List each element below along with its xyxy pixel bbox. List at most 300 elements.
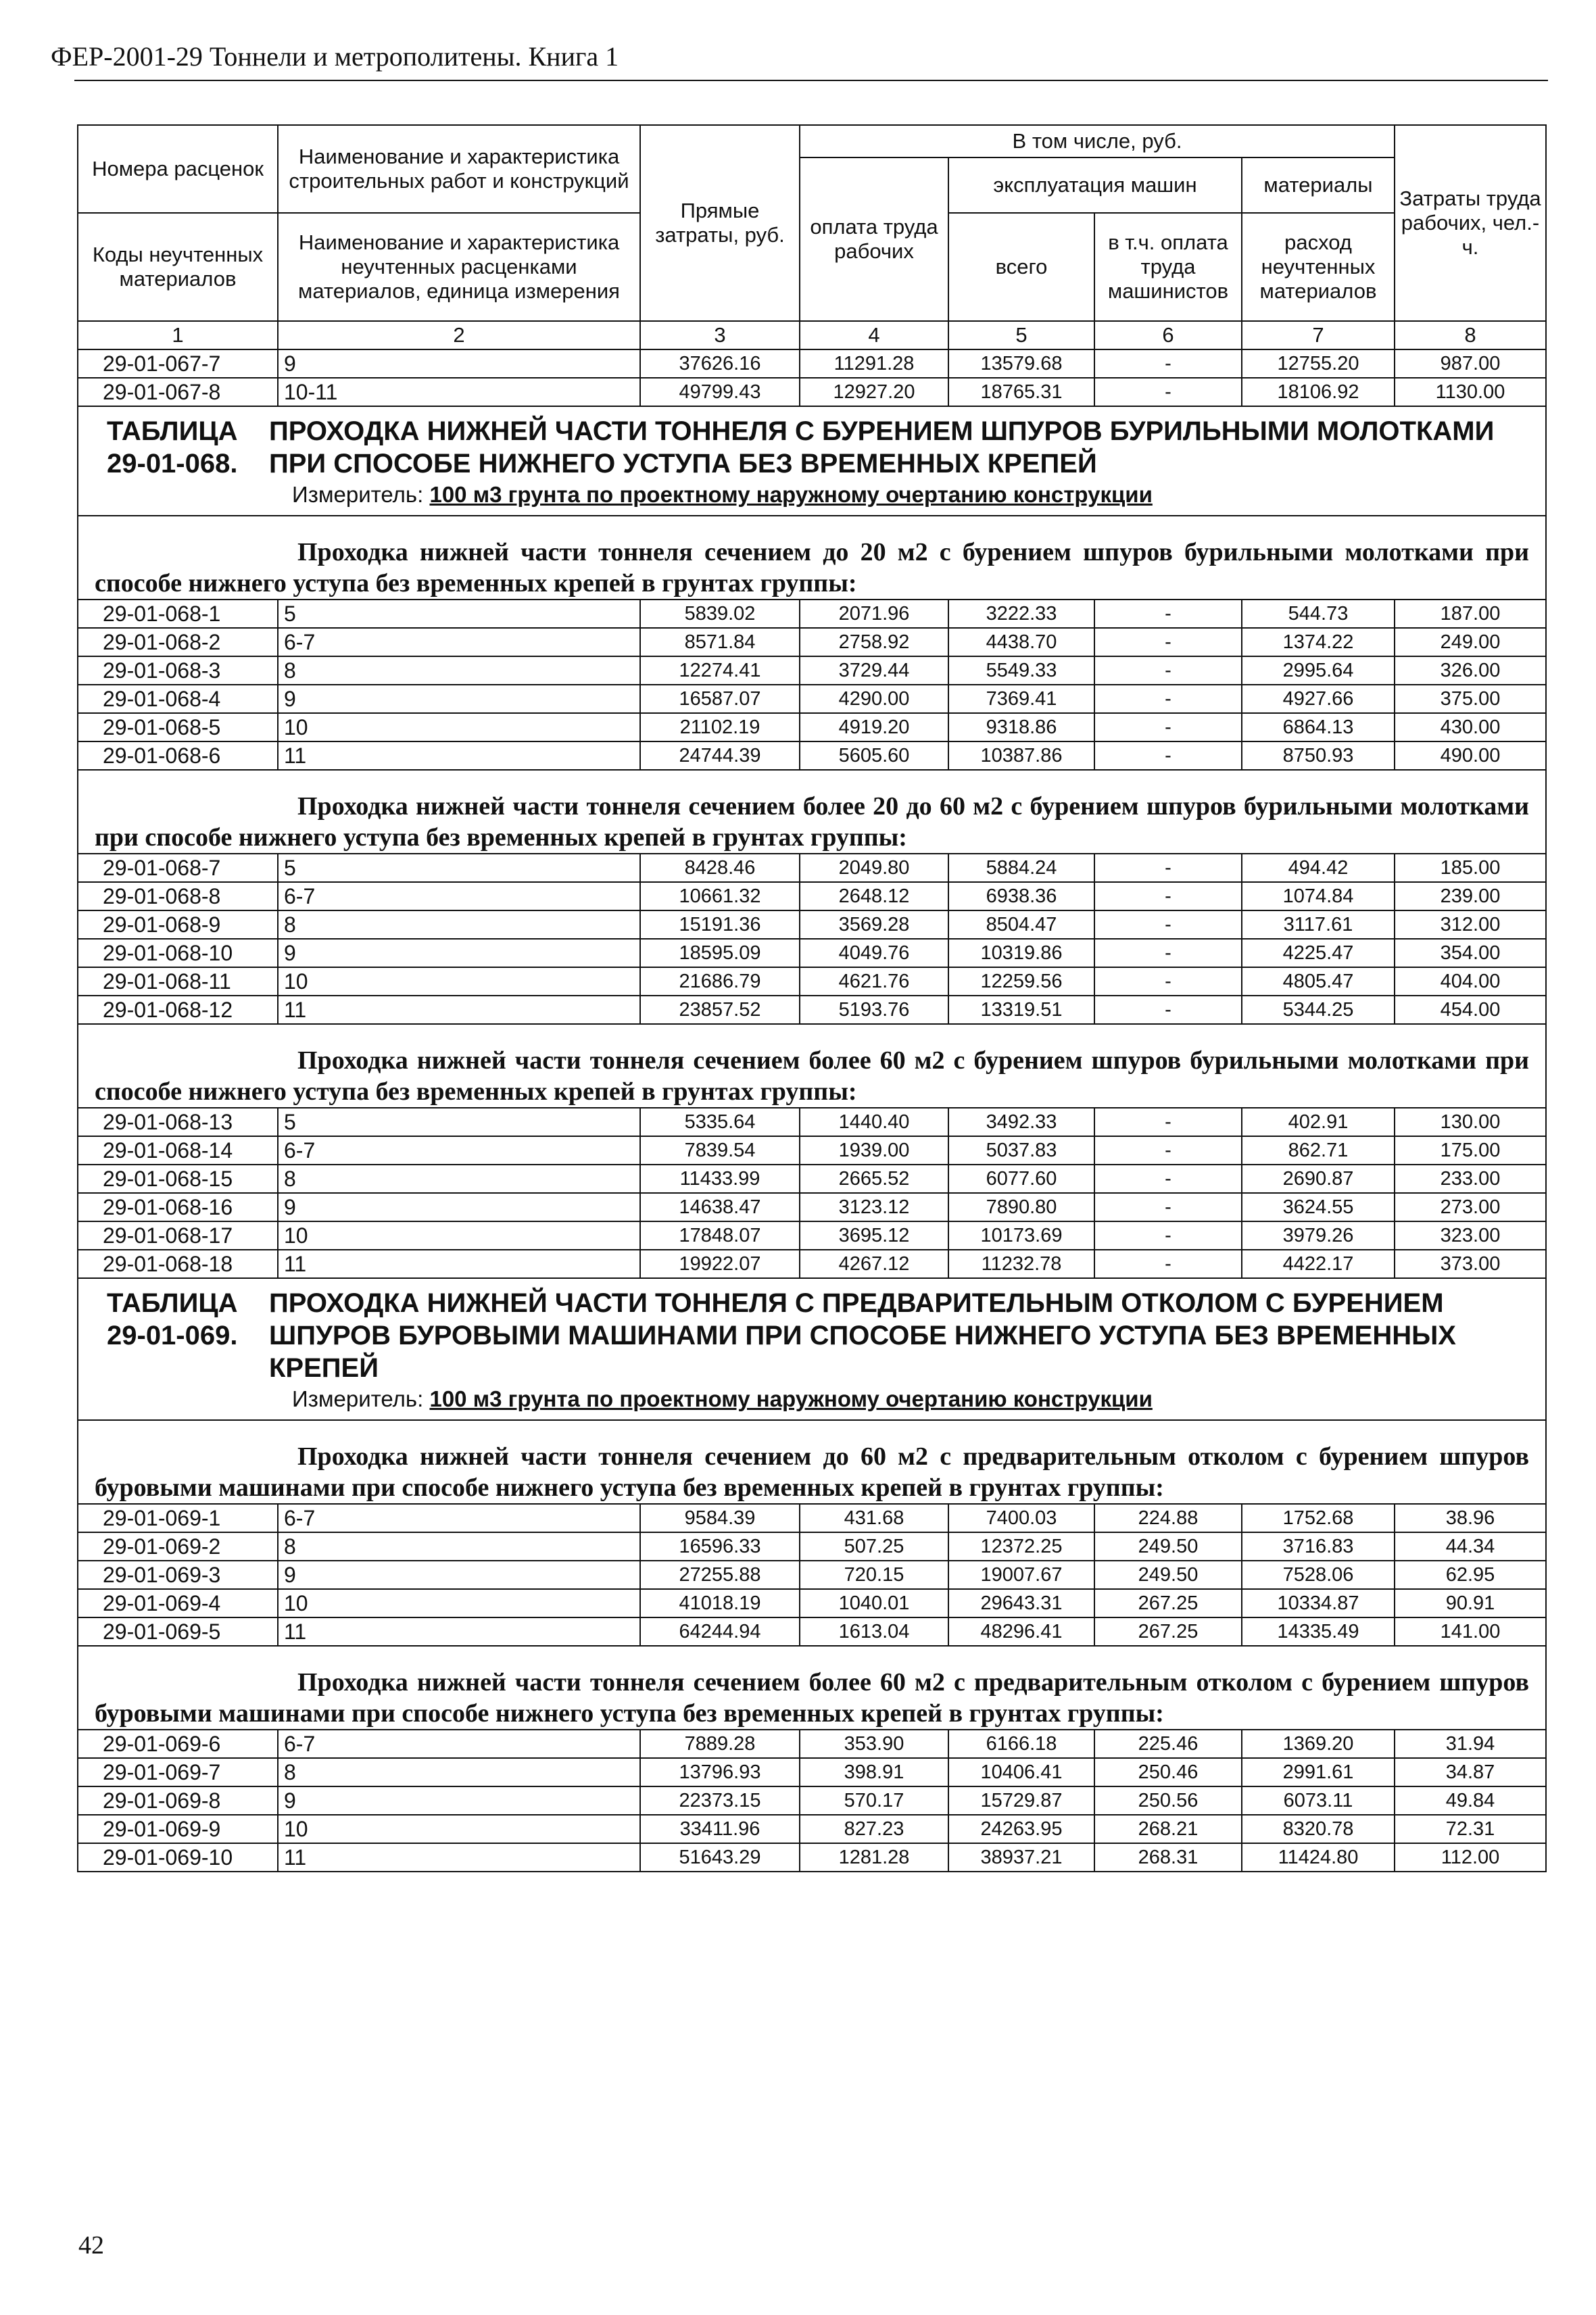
soil-group: 8 [278, 1532, 640, 1561]
soil-group: 9 [278, 1193, 640, 1221]
table-row [78, 1165, 1546, 1193]
labor-pay: 2758.92 [800, 628, 948, 656]
header-unaccounted-materials: расход неучтенных материалов [1242, 213, 1395, 321]
rate-code: 29-01-068-17 [78, 1221, 278, 1250]
labor-hours: 490.00 [1395, 741, 1546, 770]
machines-total: 15729.87 [948, 1786, 1094, 1815]
labor-pay: 2648.12 [800, 882, 948, 910]
table-row [78, 1730, 1546, 1758]
materials-cost: 6073.11 [1242, 1786, 1395, 1815]
rate-code: 29-01-068-11 [78, 967, 278, 996]
machines-total: 29643.31 [948, 1589, 1094, 1617]
rate-code: 29-01-068-9 [78, 910, 278, 939]
rate-code: 29-01-068-10 [78, 939, 278, 967]
materials-cost: 2690.87 [1242, 1165, 1395, 1193]
machinist-pay: - [1094, 996, 1242, 1024]
direct-costs: 33411.96 [640, 1815, 800, 1843]
machinist-pay: - [1094, 1136, 1242, 1165]
section-caption-text: Проходка нижней части тоннеля сечением до 20 м2 с бурением шпуров бурильными молотками при способе нижнего уступа без временных крепей в грунтах группы: [95, 538, 1529, 598]
labor-hours: 175.00 [1395, 1136, 1546, 1165]
soil-group: 6-7 [278, 1136, 640, 1165]
direct-costs: 51643.29 [640, 1843, 800, 1872]
table-row [78, 628, 1546, 656]
measure-line [78, 1384, 1546, 1420]
rate-code: 29-01-068-14 [78, 1136, 278, 1165]
labor-pay: 12927.20 [800, 378, 948, 406]
soil-group: 5 [278, 854, 640, 882]
machinist-pay: - [1094, 349, 1242, 378]
materials-cost: 862.71 [1242, 1136, 1395, 1165]
header-labor-costs: Затраты труда рабочих, чел.-ч. [1395, 125, 1546, 321]
labor-hours: 90.91 [1395, 1589, 1546, 1617]
machines-total: 7890.80 [948, 1193, 1094, 1221]
labor-hours: 44.34 [1395, 1532, 1546, 1561]
direct-costs: 13796.93 [640, 1758, 800, 1786]
header-name-bottom: Наименование и характеристика неучтенных расценками материалов, единица измерения [278, 213, 640, 321]
machines-total: 3222.33 [948, 600, 1094, 628]
section-caption-row [78, 770, 1546, 854]
table-row [78, 939, 1546, 967]
rate-code: 29-01-069-5 [78, 1617, 278, 1646]
table-row [78, 656, 1546, 685]
column-number: 2 [278, 321, 640, 349]
soil-group: 10 [278, 1589, 640, 1617]
labor-pay: 3729.44 [800, 656, 948, 685]
table-row [78, 1786, 1546, 1815]
labor-hours: 323.00 [1395, 1221, 1546, 1250]
soil-group: 10 [278, 1221, 640, 1250]
labor-hours: 141.00 [1395, 1617, 1546, 1646]
machines-total: 6938.36 [948, 882, 1094, 910]
machines-total: 9318.86 [948, 713, 1094, 741]
soil-group: 10-11 [278, 378, 640, 406]
table-row [78, 600, 1546, 628]
rate-code: 29-01-069-9 [78, 1815, 278, 1843]
machines-total: 24263.95 [948, 1815, 1094, 1843]
machines-total: 5037.83 [948, 1136, 1094, 1165]
direct-costs: 5335.64 [640, 1108, 800, 1136]
section-caption-text: Проходка нижней части тоннеля сечением более 20 до 60 м2 с бурением шпуров бурильными молотками при способе нижнего уступа без временных крепей в грунтах группы: [95, 792, 1529, 852]
column-number: 8 [1395, 321, 1546, 349]
materials-cost: 4805.47 [1242, 967, 1395, 996]
rate-code: 29-01-069-6 [78, 1730, 278, 1758]
labor-pay: 1281.28 [800, 1843, 948, 1872]
table-row [78, 713, 1546, 741]
machinist-pay: - [1094, 967, 1242, 996]
direct-costs: 19922.07 [640, 1250, 800, 1278]
table-label: ТАБЛИЦА 29-01-069. [107, 1288, 238, 1350]
machines-total: 13579.68 [948, 349, 1094, 378]
machinist-pay: 268.31 [1094, 1843, 1242, 1872]
direct-costs: 49799.43 [640, 378, 800, 406]
direct-costs: 37626.16 [640, 349, 800, 378]
section-caption-row [78, 516, 1546, 600]
labor-pay: 2665.52 [800, 1165, 948, 1193]
machines-total: 19007.67 [948, 1561, 1094, 1589]
rate-code: 29-01-068-6 [78, 741, 278, 770]
direct-costs: 12274.41 [640, 656, 800, 685]
rate-code: 29-01-069-8 [78, 1786, 278, 1815]
machinist-pay: - [1094, 854, 1242, 882]
materials-cost: 8750.93 [1242, 741, 1395, 770]
machinist-pay: 267.25 [1094, 1589, 1242, 1617]
measure-row [78, 480, 1546, 516]
labor-hours: 34.87 [1395, 1758, 1546, 1786]
rate-code: 29-01-068-2 [78, 628, 278, 656]
measure-line [78, 480, 1546, 516]
soil-group: 11 [278, 1843, 640, 1872]
table-row [78, 854, 1546, 882]
rate-code: 29-01-068-8 [78, 882, 278, 910]
labor-hours: 404.00 [1395, 967, 1546, 996]
table-row [78, 1758, 1546, 1786]
measure-value: 100 м3 грунта по проектному наружному очертанию конструкции [429, 1386, 1153, 1411]
table-label: ТАБЛИЦА 29-01-068. [107, 416, 238, 479]
section-caption [78, 1024, 1546, 1108]
header-name-top: Наименование и характеристика строительных работ и конструкций [278, 125, 640, 213]
labor-pay: 3569.28 [800, 910, 948, 939]
rate-code: 29-01-068-12 [78, 996, 278, 1024]
direct-costs: 11433.99 [640, 1165, 800, 1193]
machines-total: 6166.18 [948, 1730, 1094, 1758]
rates-table-body [78, 125, 1546, 1872]
machines-total: 48296.41 [948, 1617, 1094, 1646]
labor-hours: 62.95 [1395, 1561, 1546, 1589]
labor-pay: 431.68 [800, 1504, 948, 1532]
labor-hours: 130.00 [1395, 1108, 1546, 1136]
machinist-pay: - [1094, 939, 1242, 967]
rate-code: 29-01-068-5 [78, 713, 278, 741]
labor-hours: 187.00 [1395, 600, 1546, 628]
header-rule [74, 80, 1548, 81]
section-caption [78, 1646, 1546, 1730]
measure-label: Измеритель: [292, 1386, 424, 1411]
materials-cost: 1074.84 [1242, 882, 1395, 910]
table-row [78, 741, 1546, 770]
direct-costs: 17848.07 [640, 1221, 800, 1250]
table-row [78, 378, 1546, 406]
table-title [78, 406, 1546, 480]
labor-hours: 987.00 [1395, 349, 1546, 378]
table-row [78, 1108, 1546, 1136]
labor-hours: 38.96 [1395, 1504, 1546, 1532]
materials-cost: 544.73 [1242, 600, 1395, 628]
soil-group: 10 [278, 1815, 640, 1843]
machines-total: 5549.33 [948, 656, 1094, 685]
labor-pay: 1939.00 [800, 1136, 948, 1165]
header-direct-costs: Прямые затраты, руб. [640, 125, 800, 321]
materials-cost: 3716.83 [1242, 1532, 1395, 1561]
table-row [78, 1815, 1546, 1843]
direct-costs: 22373.15 [640, 1786, 800, 1815]
machines-total: 7369.41 [948, 685, 1094, 713]
labor-hours: 249.00 [1395, 628, 1546, 656]
materials-cost: 3117.61 [1242, 910, 1395, 939]
header-labor-pay: оплата труда рабочих [800, 157, 948, 321]
table-row [78, 1589, 1546, 1617]
materials-cost: 4422.17 [1242, 1250, 1395, 1278]
materials-cost: 4225.47 [1242, 939, 1395, 967]
labor-pay: 4919.20 [800, 713, 948, 741]
machines-total: 6077.60 [948, 1165, 1094, 1193]
rate-code: 29-01-067-7 [78, 349, 278, 378]
soil-group: 6-7 [278, 1504, 640, 1532]
table-row [78, 1504, 1546, 1532]
section-caption [78, 516, 1546, 600]
rate-code: 29-01-069-2 [78, 1532, 278, 1561]
table-title-row [78, 406, 1546, 480]
soil-group: 5 [278, 1108, 640, 1136]
table-heading: ПРОХОДКА НИЖНЕЙ ЧАСТИ ТОННЕЛЯ С БУРЕНИЕМ ШПУРОВ БУРИЛЬНЫМИ МОЛОТКАМИ ПРИ СПОСОБЕ НИЖНЕГО УСТУПА БЕЗ ВРЕМЕННЫХ КРЕПЕЙ [269, 416, 1495, 479]
rate-code: 29-01-068-15 [78, 1165, 278, 1193]
labor-pay: 1040.01 [800, 1589, 948, 1617]
machinist-pay: - [1094, 685, 1242, 713]
column-number: 1 [78, 321, 278, 349]
soil-group: 11 [278, 1250, 640, 1278]
rate-code: 29-01-068-13 [78, 1108, 278, 1136]
labor-pay: 2071.96 [800, 600, 948, 628]
table-row [78, 1843, 1546, 1872]
direct-costs: 10661.32 [640, 882, 800, 910]
machinist-pay: - [1094, 628, 1242, 656]
machinist-pay: 224.88 [1094, 1504, 1242, 1532]
direct-costs: 7839.54 [640, 1136, 800, 1165]
table-row [78, 1532, 1546, 1561]
measure-value: 100 м3 грунта по проектному наружному очертанию конструкции [429, 482, 1153, 507]
direct-costs: 41018.19 [640, 1589, 800, 1617]
machines-total: 13319.51 [948, 996, 1094, 1024]
soil-group: 5 [278, 600, 640, 628]
labor-hours: 375.00 [1395, 685, 1546, 713]
labor-pay: 4621.76 [800, 967, 948, 996]
rate-code: 29-01-068-1 [78, 600, 278, 628]
table-row [78, 1561, 1546, 1589]
labor-hours: 312.00 [1395, 910, 1546, 939]
machines-total: 10173.69 [948, 1221, 1094, 1250]
direct-costs: 21686.79 [640, 967, 800, 996]
measure-label: Измеритель: [292, 482, 424, 507]
column-number: 6 [1094, 321, 1242, 349]
labor-pay: 11291.28 [800, 349, 948, 378]
materials-cost: 2991.61 [1242, 1758, 1395, 1786]
table-row [78, 910, 1546, 939]
table-row [78, 1617, 1546, 1646]
machinist-pay: - [1094, 378, 1242, 406]
machinist-pay: 267.25 [1094, 1617, 1242, 1646]
table-title [78, 1278, 1546, 1384]
materials-cost: 494.42 [1242, 854, 1395, 882]
direct-costs: 8428.46 [640, 854, 800, 882]
labor-hours: 354.00 [1395, 939, 1546, 967]
soil-group: 9 [278, 1786, 640, 1815]
soil-group: 9 [278, 1561, 640, 1589]
machines-total: 18765.31 [948, 378, 1094, 406]
section-caption-text: Проходка нижней части тоннеля сечением более 60 м2 с предварительным отколом с бурением шпуров буровыми машинами при способе нижнего уступа без временных крепей в грунтах группы: [95, 1668, 1529, 1728]
machines-total: 12259.56 [948, 967, 1094, 996]
labor-hours: 72.31 [1395, 1815, 1546, 1843]
labor-hours: 326.00 [1395, 656, 1546, 685]
direct-costs: 8571.84 [640, 628, 800, 656]
machinist-pay: - [1094, 656, 1242, 685]
machinist-pay: - [1094, 1193, 1242, 1221]
materials-cost: 6864.13 [1242, 713, 1395, 741]
table-row [78, 996, 1546, 1024]
materials-cost: 10334.87 [1242, 1589, 1395, 1617]
measure-row [78, 1384, 1546, 1420]
table-row [78, 1250, 1546, 1278]
soil-group: 8 [278, 1758, 640, 1786]
direct-costs: 16596.33 [640, 1532, 800, 1561]
section-caption-row [78, 1646, 1546, 1730]
machinist-pay: - [1094, 1165, 1242, 1193]
machinist-pay: - [1094, 910, 1242, 939]
machinist-pay: 250.56 [1094, 1786, 1242, 1815]
column-number: 3 [640, 321, 800, 349]
direct-costs: 7889.28 [640, 1730, 800, 1758]
machinist-pay: - [1094, 713, 1242, 741]
soil-group: 10 [278, 967, 640, 996]
labor-pay: 4049.76 [800, 939, 948, 967]
materials-cost: 402.91 [1242, 1108, 1395, 1136]
direct-costs: 24744.39 [640, 741, 800, 770]
section-caption-row [78, 1024, 1546, 1108]
labor-hours: 1130.00 [1395, 378, 1546, 406]
labor-pay: 827.23 [800, 1815, 948, 1843]
labor-hours: 430.00 [1395, 713, 1546, 741]
table-heading: ПРОХОДКА НИЖНЕЙ ЧАСТИ ТОННЕЛЯ С ПРЕДВАРИТЕЛЬНЫМ ОТКОЛОМ С БУРЕНИЕМ ШПУРОВ БУРОВЫМИ МАШИНАМИ ПРИ СПОСОБЕ НИЖНЕГО УСТУПА БЕЗ ВРЕМЕННЫХ КРЕПЕЙ [269, 1288, 1456, 1383]
machinist-pay: - [1094, 1221, 1242, 1250]
materials-cost: 11424.80 [1242, 1843, 1395, 1872]
labor-pay: 570.17 [800, 1786, 948, 1815]
machines-total: 38937.21 [948, 1843, 1094, 1872]
direct-costs: 5839.02 [640, 600, 800, 628]
direct-costs: 16587.07 [640, 685, 800, 713]
rate-code: 29-01-067-8 [78, 378, 278, 406]
materials-cost: 2995.64 [1242, 656, 1395, 685]
materials-cost: 1374.22 [1242, 628, 1395, 656]
labor-hours: 31.94 [1395, 1730, 1546, 1758]
section-caption [78, 770, 1546, 854]
materials-cost: 1752.68 [1242, 1504, 1395, 1532]
labor-pay: 353.90 [800, 1730, 948, 1758]
table-row [78, 685, 1546, 713]
header-including: В том числе, руб. [800, 125, 1395, 157]
direct-costs: 23857.52 [640, 996, 800, 1024]
materials-cost: 18106.92 [1242, 378, 1395, 406]
machines-total: 5884.24 [948, 854, 1094, 882]
column-number: 5 [948, 321, 1094, 349]
machinist-pay: 268.21 [1094, 1815, 1242, 1843]
header-machinist-pay: в т.ч. оплата труда машинистов [1094, 213, 1242, 321]
labor-pay: 3695.12 [800, 1221, 948, 1250]
machinist-pay: - [1094, 1108, 1242, 1136]
soil-group: 9 [278, 939, 640, 967]
machines-total: 10319.86 [948, 939, 1094, 967]
section-caption-row [78, 1420, 1546, 1504]
direct-costs: 64244.94 [640, 1617, 800, 1646]
machines-total: 10406.41 [948, 1758, 1094, 1786]
column-numbers-row [78, 321, 1546, 349]
rate-code: 29-01-068-18 [78, 1250, 278, 1278]
labor-pay: 5605.60 [800, 741, 948, 770]
column-number: 7 [1242, 321, 1395, 349]
labor-hours: 239.00 [1395, 882, 1546, 910]
table-row [78, 1221, 1546, 1250]
soil-group: 9 [278, 685, 640, 713]
machines-total: 12372.25 [948, 1532, 1094, 1561]
direct-costs: 15191.36 [640, 910, 800, 939]
table-row [78, 349, 1546, 378]
materials-cost: 7528.06 [1242, 1561, 1395, 1589]
materials-cost: 3979.26 [1242, 1221, 1395, 1250]
labor-pay: 507.25 [800, 1532, 948, 1561]
labor-pay: 2049.80 [800, 854, 948, 882]
labor-hours: 373.00 [1395, 1250, 1546, 1278]
direct-costs: 9584.39 [640, 1504, 800, 1532]
materials-cost: 1369.20 [1242, 1730, 1395, 1758]
machinist-pay: 249.50 [1094, 1561, 1242, 1589]
labor-pay: 1440.40 [800, 1108, 948, 1136]
labor-hours: 233.00 [1395, 1165, 1546, 1193]
section-caption-text: Проходка нижней части тоннеля сечением более 60 м2 с бурением шпуров бурильными молотками при способе нижнего уступа без временных крепей в грунтах группы: [95, 1046, 1529, 1106]
rate-code: 29-01-068-3 [78, 656, 278, 685]
soil-group: 6-7 [278, 882, 640, 910]
section-caption-text: Проходка нижней части тоннеля сечением до 60 м2 с предварительным отколом с бурением шпуров буровыми машинами при способе нижнего уступа без временных крепей в грунтах группы: [95, 1442, 1529, 1502]
materials-cost: 5344.25 [1242, 996, 1395, 1024]
labor-hours: 49.84 [1395, 1786, 1546, 1815]
rate-code: 29-01-068-7 [78, 854, 278, 882]
labor-hours: 273.00 [1395, 1193, 1546, 1221]
rate-code: 29-01-069-7 [78, 1758, 278, 1786]
rate-code: 29-01-069-1 [78, 1504, 278, 1532]
soil-group: 8 [278, 656, 640, 685]
header-codes-top: Номера расценок [78, 125, 278, 213]
labor-hours: 454.00 [1395, 996, 1546, 1024]
machinist-pay: 249.50 [1094, 1532, 1242, 1561]
soil-group: 11 [278, 741, 640, 770]
column-number: 4 [800, 321, 948, 349]
machines-total: 3492.33 [948, 1108, 1094, 1136]
soil-group: 6-7 [278, 1730, 640, 1758]
machines-total: 7400.03 [948, 1504, 1094, 1532]
machines-total: 10387.86 [948, 741, 1094, 770]
running-header: ФЕР-2001-29 Тоннели и метрополитены. Книга 1 [51, 41, 619, 72]
header-machines-total: всего [948, 213, 1094, 321]
labor-hours: 185.00 [1395, 854, 1546, 882]
rate-code: 29-01-069-10 [78, 1843, 278, 1872]
labor-pay: 3123.12 [800, 1193, 948, 1221]
rate-code: 29-01-068-4 [78, 685, 278, 713]
table-row [78, 882, 1546, 910]
materials-cost: 14335.49 [1242, 1617, 1395, 1646]
rate-code: 29-01-068-16 [78, 1193, 278, 1221]
labor-pay: 1613.04 [800, 1617, 948, 1646]
rates-table [77, 124, 1547, 1872]
machinist-pay: 250.46 [1094, 1758, 1242, 1786]
materials-cost: 8320.78 [1242, 1815, 1395, 1843]
page-number: 42 [78, 2231, 104, 2260]
soil-group: 11 [278, 996, 640, 1024]
machinist-pay: - [1094, 882, 1242, 910]
machinist-pay: - [1094, 1250, 1242, 1278]
direct-costs: 27255.88 [640, 1561, 800, 1589]
table-title-row [78, 1278, 1546, 1384]
labor-pay: 398.91 [800, 1758, 948, 1786]
labor-hours: 112.00 [1395, 1843, 1546, 1872]
machinist-pay: - [1094, 600, 1242, 628]
direct-costs: 21102.19 [640, 713, 800, 741]
machinist-pay: - [1094, 741, 1242, 770]
